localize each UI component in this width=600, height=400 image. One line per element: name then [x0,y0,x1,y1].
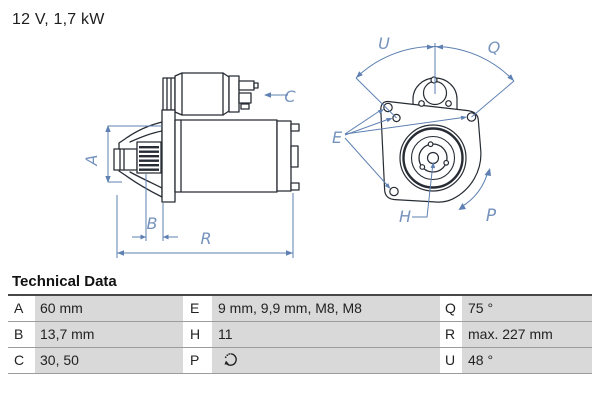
spec-key-h: H [183,322,212,347]
spec-key-c: C [8,348,35,373]
page-title: 12 V, 1,7 kW [12,11,105,28]
rotation-ccw-icon [222,351,239,368]
spec-key-p: P [183,348,212,373]
spec-value-r: max. 227 mm [462,322,592,347]
side-view-drawing [114,73,299,202]
dim-label-b: B [146,214,158,233]
spec-key-q: Q [440,296,462,321]
spec-value-u: 48 ° [462,348,592,373]
spec-value-h: 11 [212,322,440,347]
table-row [8,348,592,374]
technical-data-heading: Technical Data [8,273,592,296]
table-row [8,322,592,348]
spec-key-e: E [183,296,212,321]
table-row [8,296,592,322]
dim-label-h: H [398,207,412,226]
dim-label-e: E [331,128,343,147]
dim-label-a: A [82,154,101,166]
spec-value-c: 30, 50 [35,348,183,373]
spec-value-q: 75 ° [462,296,592,321]
spec-key-b: B [8,322,35,347]
spec-key-a: A [8,296,35,321]
technical-data-section [8,273,592,374]
dim-label-p: P [485,206,497,226]
spec-value-e: 9 mm, 9,9 mm, M8, M8 [212,296,440,321]
spec-value-p [212,348,440,373]
spec-value-b: 13,7 mm [35,322,183,347]
dim-label-u: U [378,34,390,53]
dim-label-r: R [200,229,212,248]
spec-value-a: 60 mm [35,296,183,321]
spec-key-r: R [440,322,462,347]
dim-label-q: Q [487,38,501,57]
spec-key-u: U [440,348,462,373]
dim-label-c: C [284,87,296,106]
